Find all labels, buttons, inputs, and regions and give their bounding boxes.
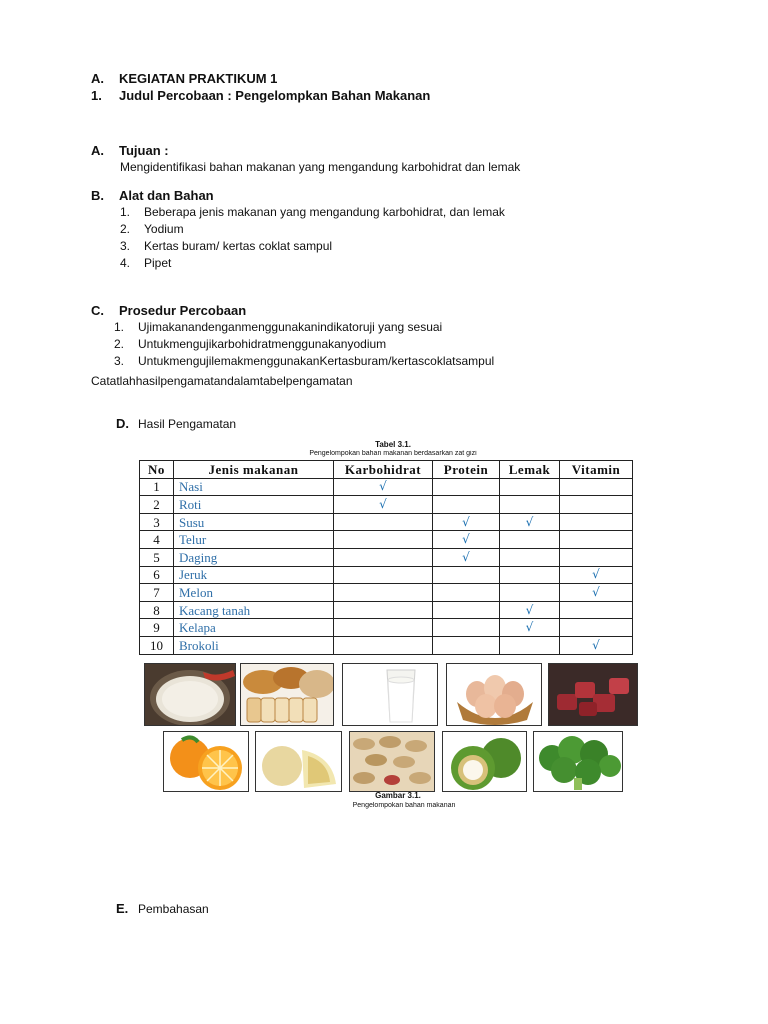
check-vitamin: [560, 478, 633, 496]
check-protein: [433, 566, 500, 584]
row-no: 3: [140, 513, 174, 531]
check-lemak: [500, 566, 560, 584]
row-food: Nasi: [174, 478, 334, 496]
row-no: 7: [140, 584, 174, 602]
figure-caption-subtitle: Pengelompokan bahan makanan: [352, 802, 456, 809]
check-protein: √: [433, 513, 500, 531]
check-karbohidrat: [334, 566, 433, 584]
check-vitamin: [560, 619, 633, 637]
meat-photo: [548, 663, 638, 726]
orange-photo: [163, 731, 249, 792]
row-food: Susu: [174, 513, 334, 531]
bread-photo: [240, 663, 334, 726]
row-no: 4: [140, 531, 174, 549]
check-karbohidrat: [334, 584, 433, 602]
prosedur-heading: C. Prosedur Percobaan: [91, 303, 247, 318]
check-vitamin: √: [560, 566, 633, 584]
row-food: Roti: [174, 496, 334, 514]
check-protein: √: [433, 531, 500, 549]
header-food: Jenis makanan: [174, 461, 334, 479]
header-protein: Protein: [433, 461, 500, 479]
hasil-heading: D. Hasil Pengamatan: [116, 416, 237, 431]
check-vitamin: √: [560, 584, 633, 602]
alat-item: 2. Yodium: [120, 222, 184, 236]
check-lemak: [500, 636, 560, 654]
header-lemak: Lemak: [500, 461, 560, 479]
alat-item: 4. Pipet: [120, 256, 172, 270]
alat-item: 1. Beberapa jenis makanan yang mengandung karbohidrat, dan lemak: [120, 205, 505, 219]
check-protein: [433, 584, 500, 602]
check-lemak: [500, 531, 560, 549]
check-protein: [433, 478, 500, 496]
check-protein: [433, 619, 500, 637]
row-no: 8: [140, 601, 174, 619]
table-row: [140, 478, 633, 496]
broccoli-photo: [533, 731, 623, 792]
header-karbohidrat: Karbohidrat: [334, 461, 433, 479]
header-no: No: [140, 461, 174, 479]
check-karbohidrat: [334, 548, 433, 566]
melon-photo-icon: [256, 732, 342, 792]
check-protein: [433, 601, 500, 619]
broccoli-photo-icon: [534, 732, 623, 792]
check-lemak: [500, 496, 560, 514]
check-lemak: √: [500, 601, 560, 619]
check-karbohidrat: √: [334, 496, 433, 514]
table-row: [140, 496, 633, 514]
check-protein: [433, 636, 500, 654]
check-vitamin: [560, 496, 633, 514]
check-karbohidrat: [334, 619, 433, 637]
prosedur-item: 1. Ujimakanandenganmenggunakanindikatoruji yang sesuai: [114, 320, 443, 334]
milk-photo-icon: [343, 664, 438, 726]
row-no: 10: [140, 636, 174, 654]
check-vitamin: √: [560, 636, 633, 654]
row-food: Melon: [174, 584, 334, 602]
alat-item: 3. Kertas buram/ kertas coklat sampul: [120, 239, 333, 253]
check-vitamin: [560, 531, 633, 549]
eggs-photo-icon: [447, 664, 542, 726]
melon-photo: [255, 731, 342, 792]
peanuts-photo: [349, 731, 435, 792]
row-food: Telur: [174, 531, 334, 549]
check-karbohidrat: [334, 531, 433, 549]
check-vitamin: [560, 513, 633, 531]
check-karbohidrat: [334, 513, 433, 531]
table-header-row: [140, 461, 633, 479]
table-caption-subtitle: Pengelompokan bahan makanan berdasarkan zat gizi: [309, 450, 477, 457]
tujuan-heading: A. Tujuan :: [91, 143, 169, 158]
peanuts-photo-icon: [350, 732, 435, 792]
check-lemak: [500, 548, 560, 566]
section-heading: A. KEGIATAN PRAKTIKUM 1: [91, 71, 278, 86]
meat-photo-icon: [549, 664, 638, 726]
check-karbohidrat: √: [334, 478, 433, 496]
row-food: Kelapa: [174, 619, 334, 637]
check-lemak: [500, 584, 560, 602]
table-row: [140, 531, 633, 549]
prosedur-note: Catatlahhasilpengamatandalamtabelpengamatan: [91, 374, 353, 388]
figure-caption-title: Gambar 3.1.: [375, 791, 421, 800]
check-lemak: √: [500, 513, 560, 531]
check-vitamin: [560, 548, 633, 566]
check-karbohidrat: [334, 601, 433, 619]
check-protein: √: [433, 548, 500, 566]
eggs-photo: [446, 663, 542, 726]
row-food: Kacang tanah: [174, 601, 334, 619]
row-food: Jeruk: [174, 566, 334, 584]
experiment-title: 1. Judul Percobaan : Pengelompkan Bahan Makanan: [91, 88, 431, 103]
table-row: [140, 566, 633, 584]
table-caption-title: Tabel 3.1.: [375, 440, 411, 449]
rice-photo: [144, 663, 236, 726]
table-row: [140, 584, 633, 602]
rice-photo-icon: [145, 664, 236, 726]
check-karbohidrat: [334, 636, 433, 654]
check-vitamin: [560, 601, 633, 619]
milk-photo: [342, 663, 438, 726]
table-row: [140, 619, 633, 637]
observation-table: [139, 460, 633, 655]
pembahasan-heading: E. Pembahasan: [116, 901, 209, 916]
prosedur-item: 3. UntukmengujilemakmenggunakanKertasburam/kertascoklatsampul: [114, 354, 495, 368]
row-no: 6: [140, 566, 174, 584]
coconut-photo: [442, 731, 527, 792]
row-food: Brokoli: [174, 636, 334, 654]
row-no: 5: [140, 548, 174, 566]
coconut-photo-icon: [443, 732, 527, 792]
tujuan-text: Mengidentifikasi bahan makanan yang mengandung karbohidrat dan lemak: [120, 160, 521, 174]
row-no: 1: [140, 478, 174, 496]
prosedur-item: 2. Untukmengujikarbohidratmenggunakanyodium: [114, 337, 387, 351]
header-vitamin: Vitamin: [560, 461, 633, 479]
check-protein: [433, 496, 500, 514]
row-no: 9: [140, 619, 174, 637]
alat-heading: B. Alat dan Bahan: [91, 188, 214, 203]
check-lemak: [500, 478, 560, 496]
row-food: Daging: [174, 548, 334, 566]
check-lemak: √: [500, 619, 560, 637]
table-row: [140, 636, 633, 654]
bread-photo-icon: [241, 664, 334, 726]
table-row: [140, 513, 633, 531]
row-no: 2: [140, 496, 174, 514]
table-row: [140, 548, 633, 566]
table-row: [140, 601, 633, 619]
orange-photo-icon: [164, 732, 249, 792]
